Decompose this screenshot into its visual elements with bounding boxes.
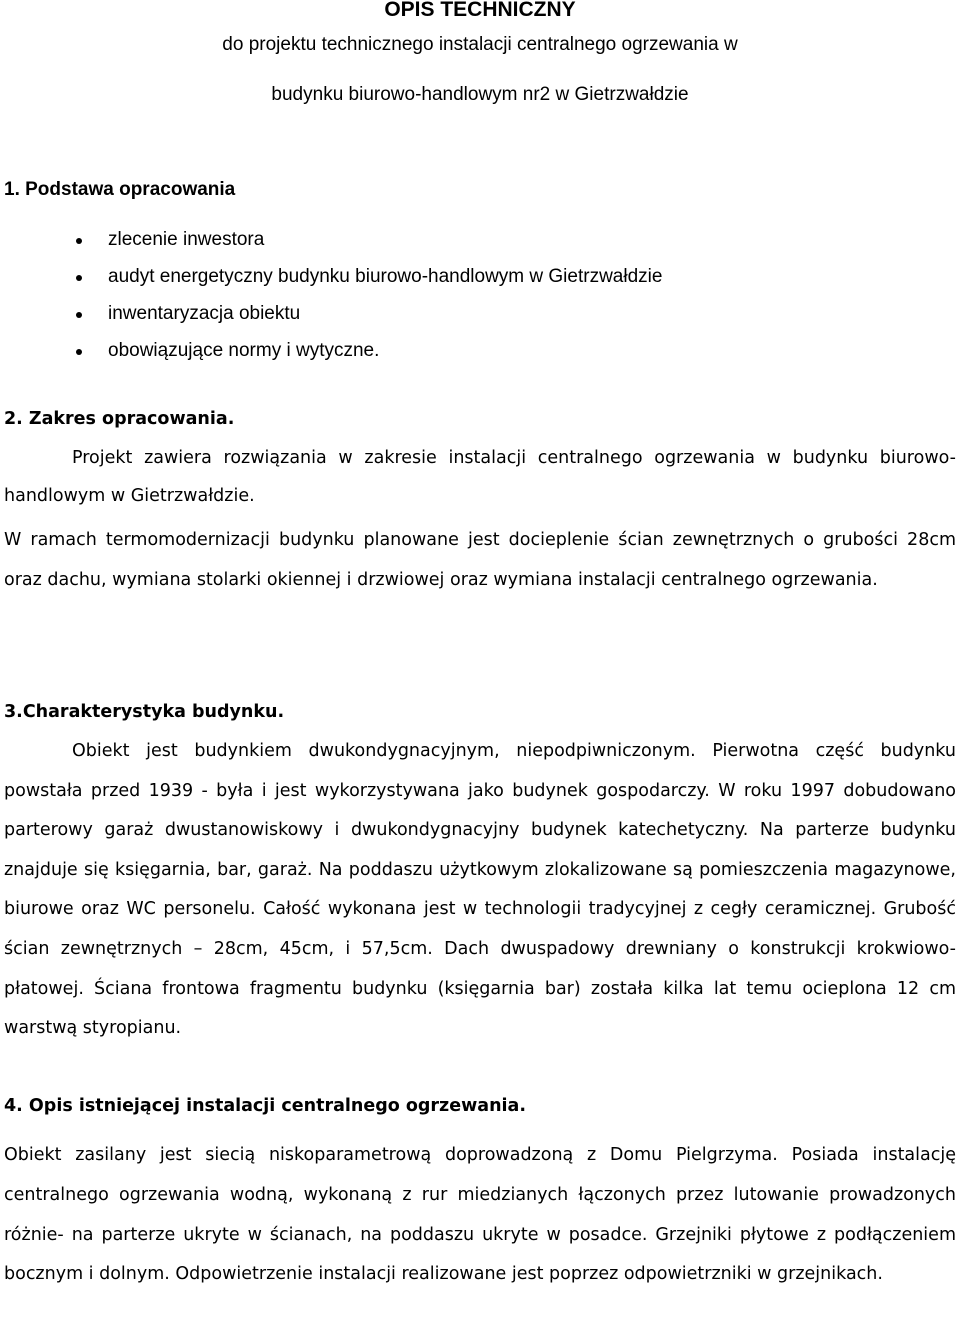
document-subtitle-line1: do projektu technicznego instalacji centralnego ogrzewania w (222, 34, 738, 55)
document-title: OPIS TECHNICZNY (384, 0, 576, 21)
bullet-icon (76, 275, 82, 281)
section2-paragraph1: Projekt zawiera rozwiązania w zakresie instalacji centralnego ogrzewania w budynku biurowo- handlowym w Gietrzwałdzie. (4, 448, 956, 506)
bullet-icon (76, 312, 82, 318)
section3-heading: 3.Charakterystyka budynku. (4, 702, 285, 722)
section1-heading: 1. Podstawa opracowania (4, 179, 236, 200)
list-item: audyt energetyczny budynku biurowo-handlowym w Gietrzwałdzie (0, 263, 662, 300)
list-item: zlecenie inwestora (0, 226, 662, 263)
section2-heading: 2. Zakres opracowania. (4, 409, 235, 429)
section4-heading: 4. Opis istniejącej instalacji centralnego ogrzewania. (4, 1096, 526, 1116)
section1-list (0, 226, 662, 374)
section4-paragraph: Obiekt zasilany jest siecią niskoparametrową doprowadzoną z Domu Pielgrzyma. Posiada instalację centralnego ogrzewania wodną, wykonaną z rur miedzianych łączonych przez lutowanie prowadzonych różnie- na parterze ukryte w ścianach, na poddaszu ukryte w posadce. Grzejniki płytowe z podłączeniem bocznym i dolnym. Odpowietrzenie instalacji realizowane jest poprzez odpowietrzniki w grzejnikach. (4, 1145, 956, 1285)
list-item: obowiązujące normy i wytyczne. (0, 337, 662, 374)
bullet-icon (76, 238, 82, 244)
section3-paragraph: Obiekt jest budynkiem dwukondygnacyjnym, niepodpiwniczonym. Pierwotna część budynku powstała przed 1939 - była i jest wykorzystywana jako budynek gospodarczy. W roku 1997 dobudowano parterowy garaż dwustanowiskowy i dwukondygnacyjny budynek katechetyczny. Na parterze budynku znajduje się księgarnia, bar, garaż. Na poddaszu użytkowym zlokalizowane są pomieszczenia magazynowe, biurowe oraz WC personelu. Całość wykonana jest w technologii tradycyjnej z cegły ceramicznej. Grubość ścian zewnętrznych – 28cm, 45cm, i 57,5cm. Dach dwuspadowy drewniany o konstrukcji krokwiowo- płatowej. Ściana frontowa fragmentu budynku (księgarnia bar) została kilka lat temu ocieplona 12 cm warstwą styropianu. (4, 741, 956, 1039)
document-subtitle-line2: budynku biurowo-handlowym nr2 w Gietrzwałdzie (271, 84, 689, 105)
list-item: inwentaryzacja obiektu (0, 300, 662, 337)
section2-paragraph2: W ramach termomodernizacji budynku planowane jest docieplenie ścian zewnętrznych o grubości 28cm oraz dachu, wymiana stolarki okiennej i drzwiowej oraz wymiana instalacji centralnego ogrzewania. (4, 530, 956, 590)
bullet-icon (76, 349, 82, 355)
